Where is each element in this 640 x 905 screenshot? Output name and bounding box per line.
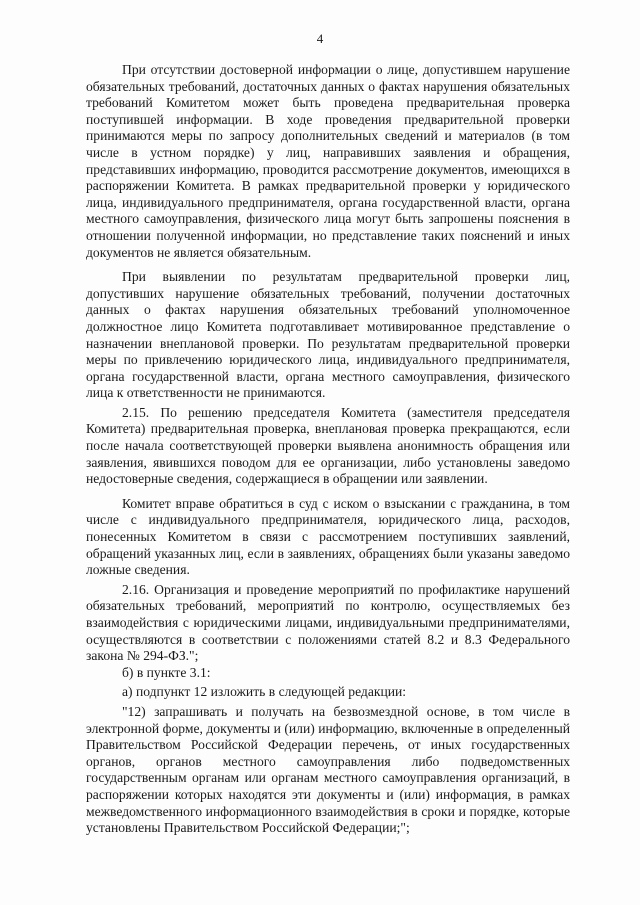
- page-number: 4: [316, 31, 324, 46]
- paragraph-item-b: б) в пункте 3.1:: [122, 664, 211, 680]
- document-body: [86, 62, 570, 837]
- paragraph-item-a: а) подпункт 12 изложить в следующей редакции:: [122, 684, 407, 700]
- paragraph-2-16: 2.16. Организация и проведение мероприятий по профилактике нарушений обязательных требований, мероприятий по контролю, осуществляемых без взаимодействия с юридическими лицами, индивидуальными предпринимателями, осуществляются в соответствии с положениями статей 8.2 и 8.3 Федерального закона № 294-ФЗ.";: [86, 581, 570, 664]
- paragraph-preliminary-check: При отсутствии достоверной информации о лице, допустившем нарушение обязательных требований, достаточных данных о фактах нарушения обязательных требований Комитетом может быть проведена предварительная проверка поступившей информации. В ходе проведения предварительной проверки принимаются меры по запросу дополнительных сведений и материалов (в том числе в устном порядке) у лиц, направивших заявления и обращения, представивших информацию, проводится рассмотрение документов, имеющихся в распоряжении Комитета. В рамках предварительной проверки у юридического лица, индивидуального предпринимателя, органа государственной власти, органа местного самоуправления, физического лица могут быть запрошены пояснения в отношении полученной информации, но представление таких пояснений и иных документов не является обязательным.: [86, 62, 570, 260]
- paragraph-2-15: 2.15. По решению председателя Комитета (заместителя председателя Комитета) предварительная проверка, внеплановая проверка прекращаются, если после начала соответствующей проверки выявлена анонимность обращения или заявления, явившихся поводом для ее организации, либо установлены заведомо недостоверные сведения, содержащиеся в обращении или заявлении.: [86, 404, 570, 487]
- paragraph-court-claim: Комитет вправе обратиться в суд с иском о взыскании с гражданина, в том числе с индивидуального предпринимателя, юридического лица, расходов, понесенных Комитетом в связи с рассмотрением поступивших заявлений, обращений указанных лиц, если в заявлениях, обращениях были указаны заведомо ложные сведения.: [86, 495, 570, 578]
- paragraph-check-results: При выявлении по результатам предварительной проверки лиц, допустивших нарушение обязательных требований, получении достаточных данных о фактах нарушения обязательных требований уполномоченное должностное лицо Комитета подготавливает мотивированное представление о назначении внеплановой проверки. По результатам предварительной проверки меры по привлечению юридического лица, индивидуального предпринимателя, органа государственной власти, органа местного самоуправления, физического лица к ответственности не принимаются.: [86, 269, 570, 401]
- paragraph-subitem-12: "12) запрашивать и получать на безвозмездной основе, в том числе в электронной форме, документы и (или) информацию, включенные в определенный Правительством Российской Федерации перечень, от иных государственных органов, органов местного самоуправления либо подведомственных государственным органам или органам местного самоуправления организаций, в распоряжении которых находятся эти документы и (или) информация, в рамках межведомственного информационного взаимодействия в сроки и порядке, которые установлены Правительством Российской Федерации;";: [86, 703, 570, 836]
